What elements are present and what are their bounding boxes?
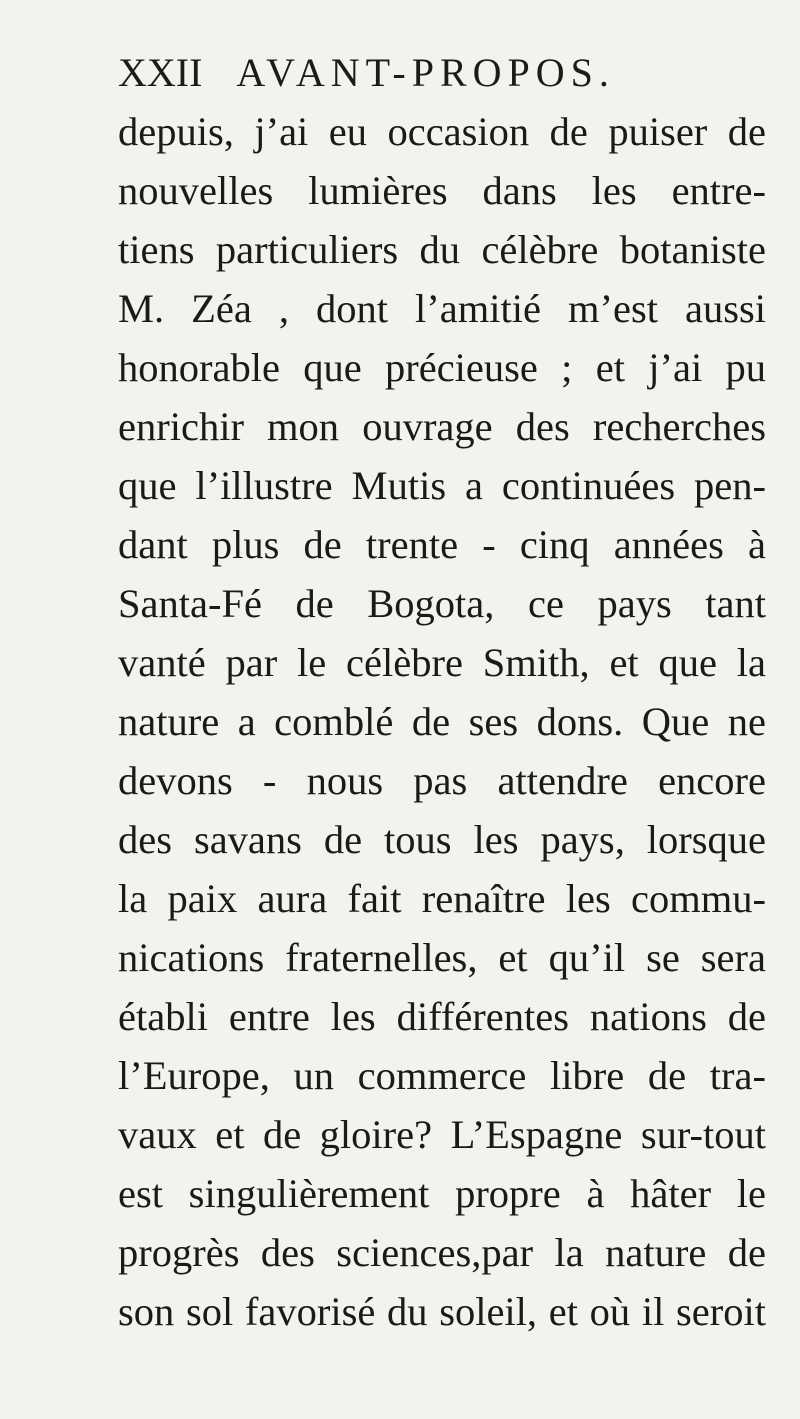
text-line: nications fraternelles, et qu’il se sera xyxy=(118,935,766,980)
running-title: AVANT-PROPOS. xyxy=(236,50,615,95)
text-line: progrès des sciences,par la nature de xyxy=(118,1230,766,1275)
text-line: vaux et de gloire? L’Espagne sur-tout xyxy=(118,1112,766,1157)
text-line: que l’illustre Mutis a continuées pen- xyxy=(118,463,766,508)
text-line: établi entre les différentes nations de xyxy=(118,994,766,1039)
text-line: l’Europe, un commerce libre de tra- xyxy=(118,1053,766,1098)
text-line: son sol favorisé du soleil, et où il seroit xyxy=(118,1289,766,1334)
text-line: Santa-Fé de Bogota, ce pays tant xyxy=(118,581,766,626)
page-number: XXII xyxy=(118,50,203,95)
text-line: nouvelles lumières dans les entre- xyxy=(118,168,766,213)
text-line: est singulièrement propre à hâter le xyxy=(118,1171,766,1216)
text-line: nature a comblé de ses dons. Que ne xyxy=(118,699,766,744)
text-line: vanté par le célèbre Smith, et que la xyxy=(118,640,766,685)
text-line: depuis, j’ai eu occasion de puiser de xyxy=(118,109,766,154)
text-line: honorable que précieuse ; et j’ai pu xyxy=(118,345,766,390)
text-line: des savans de tous les pays, lorsque xyxy=(118,817,766,862)
text-line: la paix aura fait renaître les commu- xyxy=(118,876,766,921)
text-line: devons - nous pas attendre encore xyxy=(118,758,766,803)
text-line: enrichir mon ouvrage des recherches xyxy=(118,404,766,449)
text-line: dant plus de trente - cinq années à xyxy=(118,522,766,567)
running-header xyxy=(118,48,615,98)
text-line: M. Zéa , dont l’amitié m’est aussi xyxy=(118,286,766,331)
body-text xyxy=(118,102,766,1341)
text-line: tiens particuliers du célèbre botaniste xyxy=(118,227,766,272)
